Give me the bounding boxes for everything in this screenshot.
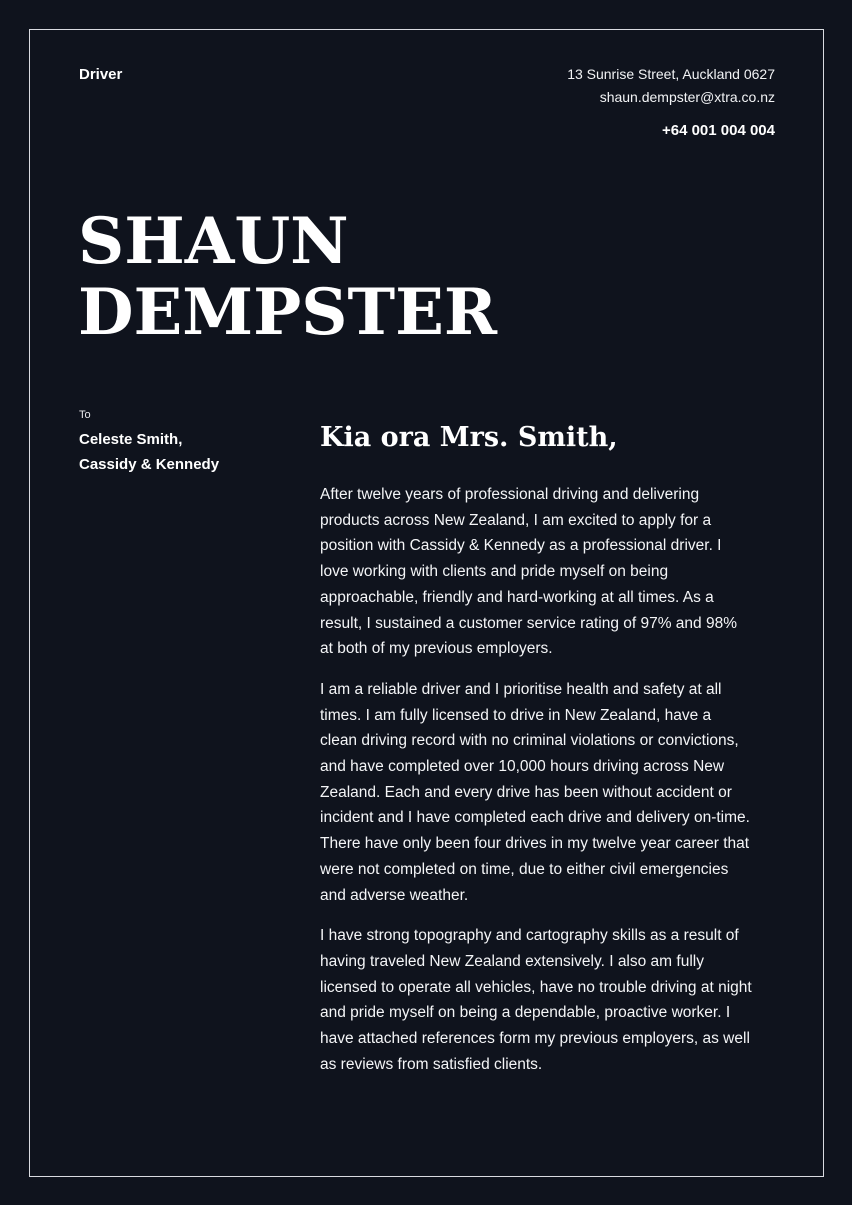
email: shaun.dempster@xtra.co.nz	[599, 89, 775, 105]
first-name: SHAUN	[78, 204, 349, 279]
recipient-name: Celeste Smith,	[79, 431, 183, 448]
to-label: To	[79, 409, 91, 421]
contact-block	[567, 63, 775, 142]
job-role: Driver	[79, 66, 123, 83]
phone: +64 001 004 004	[661, 122, 775, 139]
recipient-company: Cassidy & Kennedy	[79, 456, 220, 473]
address: 13 Sunrise Street, Auckland 0627	[567, 66, 775, 82]
greeting: Kia ora Mrs. Smith,	[320, 422, 618, 453]
paragraph: After twelve years of professional driving and delivering products across New Zealand, I am excited to apply for a position with Cassidy & Kennedy as a professional driver. I love working with clients and pride myself on being approachable, friendly and hard-working at all times. As a result, I sustained a customer service rating of 97% and 98% at both of my previous employers.	[320, 486, 737, 658]
recipient-block	[79, 409, 219, 477]
letter-body	[320, 420, 752, 1092]
paragraph: I have strong topography and cartography skills as a result of having traveled New Zealand extensively. I also am fully licensed to operate all vehicles, have no trouble driving at night and pride myself on being a dependable, proactive worker. I have attached references form my previous employers, as well as reviews from satisfied clients.	[320, 927, 752, 1073]
applicant-name	[78, 206, 497, 348]
last-name: DEMPSTER	[78, 275, 498, 350]
paragraph: I am a reliable driver and I prioritise health and safety at all times. I am fully licensed to drive in New Zealand, have a clean driving record with no criminal violations or convictions, and have completed over 10,000 hours driving across New Zealand. Each and every drive has been without accident or incident and I have completed each drive and delivery on-time. There have only been four drives in my twelve year career that were not completed on time, due to either civil emergencies and adverse weather.	[320, 680, 750, 904]
